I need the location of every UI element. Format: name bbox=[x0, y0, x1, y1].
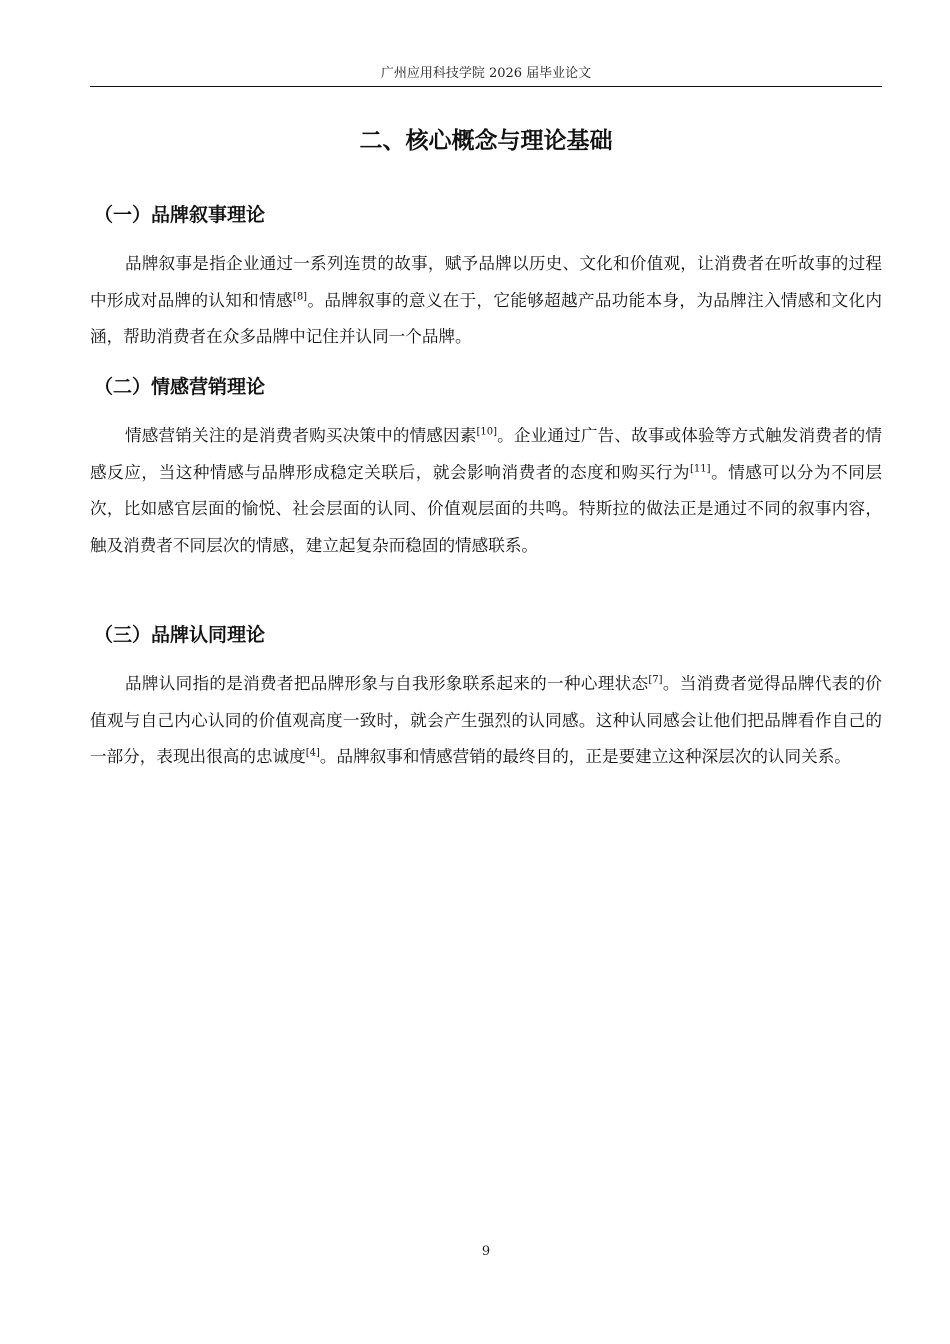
citation-marker: [7] bbox=[648, 674, 663, 686]
page-number: 9 bbox=[481, 1244, 491, 1259]
section-emotional-marketing bbox=[90, 372, 882, 564]
running-header: 广州应用科技学院 2026 届毕业论文 bbox=[380, 66, 592, 81]
paragraph-text: 。品牌叙事的意义在于，它能够超越产品功能本身，为品牌注入情感和文化内涵，帮助消费者在众多品牌中记住并认同一个品牌。 bbox=[90, 290, 883, 346]
section-title: （三）品牌认同理论 bbox=[94, 624, 266, 646]
paragraph-text: 情感营销关注的是消费者购买决策中的情感因素 bbox=[125, 426, 477, 445]
chapter-title: 二、核心概念与理论基础 bbox=[359, 128, 613, 154]
paragraph-text: 。企业通过广告、故事或体验等方式触发消费者的情感反应，当这种情感与品牌形成稳定关联后，就会影响消费者的态度和购买行为 bbox=[90, 426, 883, 482]
paragraph-text: 。当消费者觉得品牌代表的价值观与自己内心认同的价值观高度一致时，就会产生强烈的认同感。这种认同感会让他们把品牌看作自己的一部分，表现出很高的忠诚度 bbox=[90, 674, 883, 766]
section-title: （二）情感营销理论 bbox=[94, 376, 266, 398]
citation-marker: [10] bbox=[476, 426, 498, 438]
paragraph-text: 。品牌叙事和情感营销的最终目的，正是要建立这种深层次的认同关系。 bbox=[319, 747, 851, 766]
section-brand-identification bbox=[90, 620, 882, 776]
paragraph-text: 品牌认同指的是消费者把品牌形象与自我形象联系起来的一种心理状态 bbox=[125, 674, 649, 693]
body-paragraph bbox=[90, 666, 882, 776]
paragraph-text: 品牌叙事是指企业通过一系列连贯的故事，赋予品牌以历史、文化和价值观，让消费者在听故事的过程中形成对品牌的认知和情感 bbox=[90, 254, 882, 310]
citation-marker: [4] bbox=[305, 747, 320, 759]
citation-marker: [8] bbox=[292, 290, 308, 302]
section-title: （一）品牌叙事理论 bbox=[94, 204, 266, 226]
header-rule bbox=[90, 86, 882, 87]
body-paragraph bbox=[90, 418, 882, 564]
citation-marker: [11] bbox=[690, 462, 711, 474]
section-brand-narrative bbox=[90, 200, 882, 356]
paragraph-text: 。情感可以分为不同层次，比如感官层面的愉悦、社会层面的认同、价值观层面的共鸣。特斯拉的做法正是通过不同的叙事内容，触及消费者不同层次的情感，建立起复杂而稳固的情感联系。 bbox=[90, 462, 882, 555]
body-paragraph bbox=[90, 246, 882, 356]
